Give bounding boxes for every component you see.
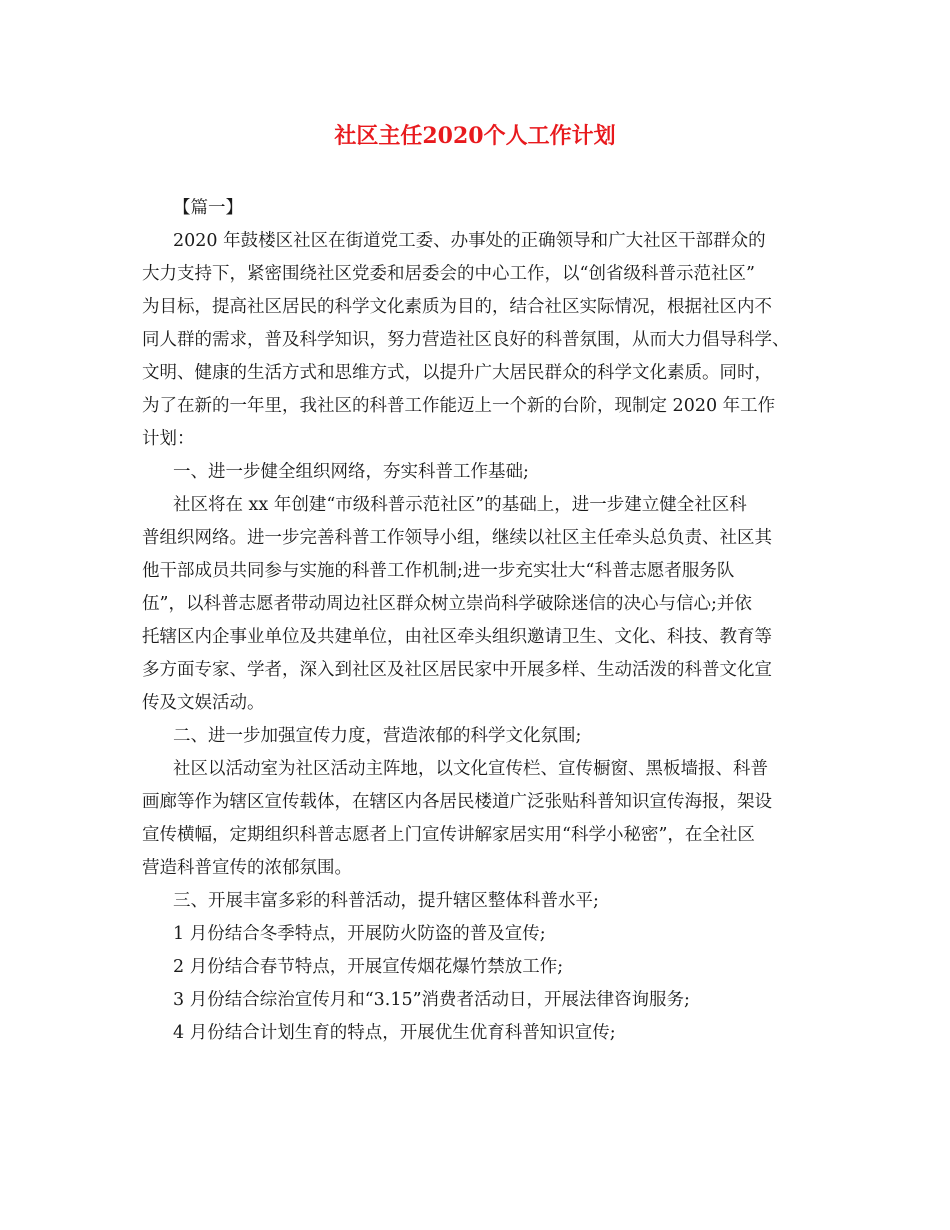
- text-line: 宣传横幅，定期组织科普志愿者上门宣传讲解家居实用“科学小秘密”，在全社区: [142, 825, 755, 845]
- text-line: 计划：: [142, 429, 195, 449]
- text-line: 二、进一步加强宣传力度，营造浓郁的科学文化氛围;: [173, 726, 582, 746]
- text-line: 2020 年鼓楼区社区在街道党工委、办事处的正确领导和广大社区干部群众的: [173, 231, 766, 251]
- text-line: 他干部成员共同参与实施的科普工作机制;进一步充实壮大“科普志愿者服务队: [142, 561, 735, 581]
- text-line: 大力支持下，紧密围绕社区党委和居委会的中心工作，以“创省级科普示范社区”: [142, 264, 755, 284]
- text-line: 2 月份结合春节特点，开展宣传烟花爆竹禁放工作;: [173, 957, 564, 977]
- text-line: 伍”，以科普志愿者带动周边社区群众树立崇尚科学破除迷信的决心与信心;并依: [142, 594, 752, 614]
- text-line: 托辖区内企事业单位及共建单位，由社区牵头组织邀请卫生、文化、科技、教育等: [142, 627, 772, 647]
- text-line: 1 月份结合冬季特点，开展防火防盗的普及宣传;: [173, 924, 546, 944]
- text-line: 一、进一步健全组织网络，夯实科普工作基础;: [173, 462, 529, 482]
- text-line: 为了在新的一年里，我社区的科普工作能迈上一个新的台阶，现制定 2020 年工作: [142, 396, 776, 416]
- document-title: 社区主任2020个人工作计划: [334, 123, 616, 149]
- text-line: 社区以活动室为社区活动主阵地，以文化宣传栏、宣传橱窗、黑板墙报、科普: [173, 759, 768, 779]
- text-line: 3 月份结合综治宣传月和“3.15”消费者活动日，开展法律咨询服务;: [173, 990, 690, 1010]
- text-line: 社区将在 xx 年创建“市级科普示范社区”的基础上，进一步建立健全社区科: [173, 495, 747, 515]
- text-line: 文明、健康的生活方式和思维方式，以提升广大居民群众的科学文化素质。同时，: [142, 363, 772, 383]
- text-line: 【篇一】: [173, 198, 243, 218]
- text-line: 营造科普宣传的浓郁氛围。: [142, 858, 352, 878]
- text-line: 普组织网络。进一步完善科普工作领导小组，继续以社区主任牵头总负责、社区其: [142, 528, 772, 548]
- text-line: 三、开展丰富多彩的科普活动，提升辖区整体科普水平;: [173, 891, 599, 911]
- document-body: [142, 192, 817, 1050]
- text-line: 画廊等作为辖区宣传载体，在辖区内各居民楼道广泛张贴科普知识宣传海报，架设: [142, 792, 772, 812]
- text-line: 同人群的需求，普及科学知识，努力营造社区良好的科普氛围，从而大力倡导科学、: [142, 330, 790, 350]
- text-line: 4 月份结合计划生育的特点，开展优生优育科普知识宣传;: [173, 1023, 616, 1043]
- text-line: 传及文娱活动。: [142, 693, 265, 713]
- text-line: 多方面专家、学者，深入到社区及社区居民家中开展多样、生动活泼的科普文化宣: [142, 660, 772, 680]
- text-line: 为目标，提高社区居民的科学文化素质为目的，结合社区实际情况，根据社区内不: [142, 297, 772, 317]
